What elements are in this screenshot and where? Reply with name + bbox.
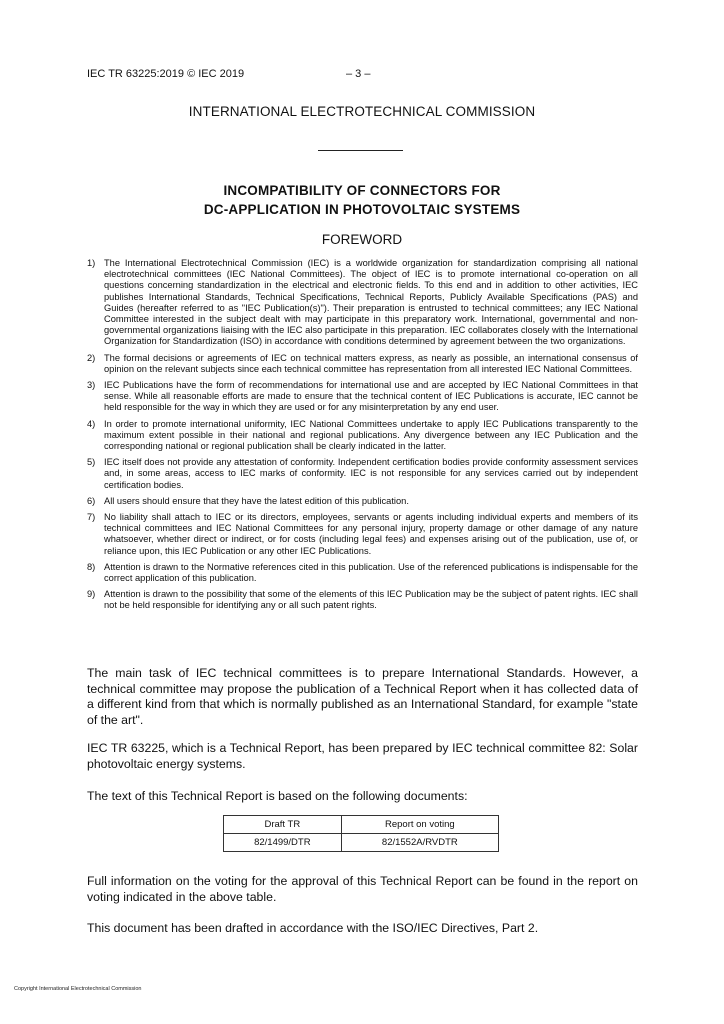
paragraph-main-task: The main task of IEC technical committees is to prepare International Standards. However, a technical committee may propose the publication of a Technical Report when it has collected data of a different kind from that which is normally published as an International Standard, for example "state of the art".: [87, 666, 638, 727]
foreword-heading: FOREWORD: [321, 232, 403, 247]
table-cell: 82/1552A/RVDTR: [341, 834, 498, 852]
foreword-notes-list: [87, 258, 638, 617]
note-number: 7): [87, 512, 96, 523]
note-text: No liability shall attach to IEC or its directors, employees, servants or agents including individual experts and members of its technical committees and IEC National Committees for any personal injury, property damage or other damage of any nature whatsoever, whether direct or indirect, or for costs (including legal fees) and expenses arising out of the publication, use of, or reliance upon, this IEC Publication or any other IEC Publications.: [104, 512, 638, 556]
note-number: 9): [87, 589, 96, 600]
note-item: [87, 512, 638, 557]
paragraph-directives: This document has been drafted in accordance with the ISO/IEC Directives, Part 2.: [87, 921, 539, 935]
documents-table: [223, 815, 499, 852]
table-header-cell: Draft TR: [224, 816, 342, 834]
note-item: [87, 496, 638, 507]
note-item: [87, 258, 638, 348]
note-number: 6): [87, 495, 96, 506]
note-item: [87, 353, 638, 375]
paragraph-prepared-by: IEC TR 63225, which is a Technical Report, has been prepared by IEC technical committee 82: Solar photovoltaic energy systems.: [87, 741, 638, 771]
table-header-cell: Report on voting: [341, 816, 498, 834]
separator-rule: [318, 150, 403, 151]
title-line-1: INCOMPATIBILITY OF CONNECTORS FOR: [223, 183, 501, 198]
note-number: 8): [87, 561, 96, 572]
title-line-2: DC-APPLICATION IN PHOTOVOLTAIC SYSTEMS: [203, 202, 521, 217]
note-number: 4): [87, 418, 96, 429]
note-text: IEC Publications have the form of recommendations for international use and are accepted by IEC National Committees in that sense. While all reasonable efforts are made to ensure that the technical content of IEC Publications is accurate, IEC cannot be held responsible for the way in which they are used or for any misinterpretation by any end user.: [104, 380, 638, 413]
paragraph-based-on: The text of this Technical Report is based on the following documents:: [87, 789, 468, 803]
note-number: 1): [87, 258, 96, 268]
note-text: The International Electrotechnical Commission (IEC) is a worldwide organization for standardization comprising all national electrotechnical committees (IEC National Committees). The object of IEC is to promote international co-operation on all questions concerning standardization in the electrical and electronic fields. To this end and in addition to other activities, IEC publishes International Standards, Technical Specifications, Technical Reports, Publicly Available Specifications (PAS) and Guides (hereafter referred to as "IEC Publication(s)"). Their preparation is entrusted to technical committees; any IEC National Committee interested in the subject dealt with may participate in this preparatory work. International, governmental and non-governmental organizations liaising with the IEC also participate in this preparation. IEC collaborates closely with the International Organization for Standardization (ISO) in accordance with conditions determined by agreement between the two organizations.: [104, 258, 638, 347]
document-title: [0, 181, 724, 219]
note-number: 2): [87, 352, 96, 363]
table-header-row: [224, 816, 499, 834]
header-document-id: IEC TR 63225:2019 © IEC 2019: [87, 68, 245, 80]
note-number: 3): [87, 380, 96, 391]
copyright-footer: Copyright International Electrotechnical Commission: [14, 986, 142, 992]
note-item: [87, 419, 638, 453]
header-page-number: – 3 –: [346, 68, 371, 80]
note-text: In order to promote international uniformity, IEC National Committees undertake to apply IEC Publications transparently to the maximum extent possible in their national and regional publications. Any divergence between any IEC Publication and the corresponding national or regional publication shall be clearly indicated in the latter.: [104, 418, 638, 452]
table-cell: 82/1499/DTR: [224, 834, 342, 852]
note-item: [87, 380, 638, 414]
table-row: [224, 834, 499, 852]
note-text: All users should ensure that they have the latest edition of this publication.: [104, 495, 409, 506]
note-item: [87, 457, 638, 491]
note-item: [87, 589, 638, 611]
note-text: IEC itself does not provide any attestation of conformity. Independent certification bodies provide conformity assessment services and, in some areas, access to IEC marks of conformity. IEC is not responsible for any services carried out by independent certification bodies.: [104, 457, 638, 490]
organization-name: INTERNATIONAL ELECTROTECHNICAL COMMISSION: [188, 104, 536, 119]
note-number: 5): [87, 457, 96, 468]
paragraph-voting-info: Full information on the voting for the approval of this Technical Report can be found in the report on voting indicated in the above table.: [87, 874, 638, 904]
note-item: [87, 562, 638, 584]
note-text: The formal decisions or agreements of IEC on technical matters express, as nearly as possible, an international consensus of opinion on the relevant subjects since each technical committee has representation from all interested IEC National Committees.: [104, 352, 638, 374]
note-text: Attention is drawn to the possibility that some of the elements of this IEC Publication may be the subject of patent rights. IEC shall not be held responsible for identifying any or all such patent rights.: [104, 589, 638, 611]
note-text: Attention is drawn to the Normative references cited in this publication. Use of the referenced publications is indispensable for the correct application of this publication.: [104, 561, 638, 584]
